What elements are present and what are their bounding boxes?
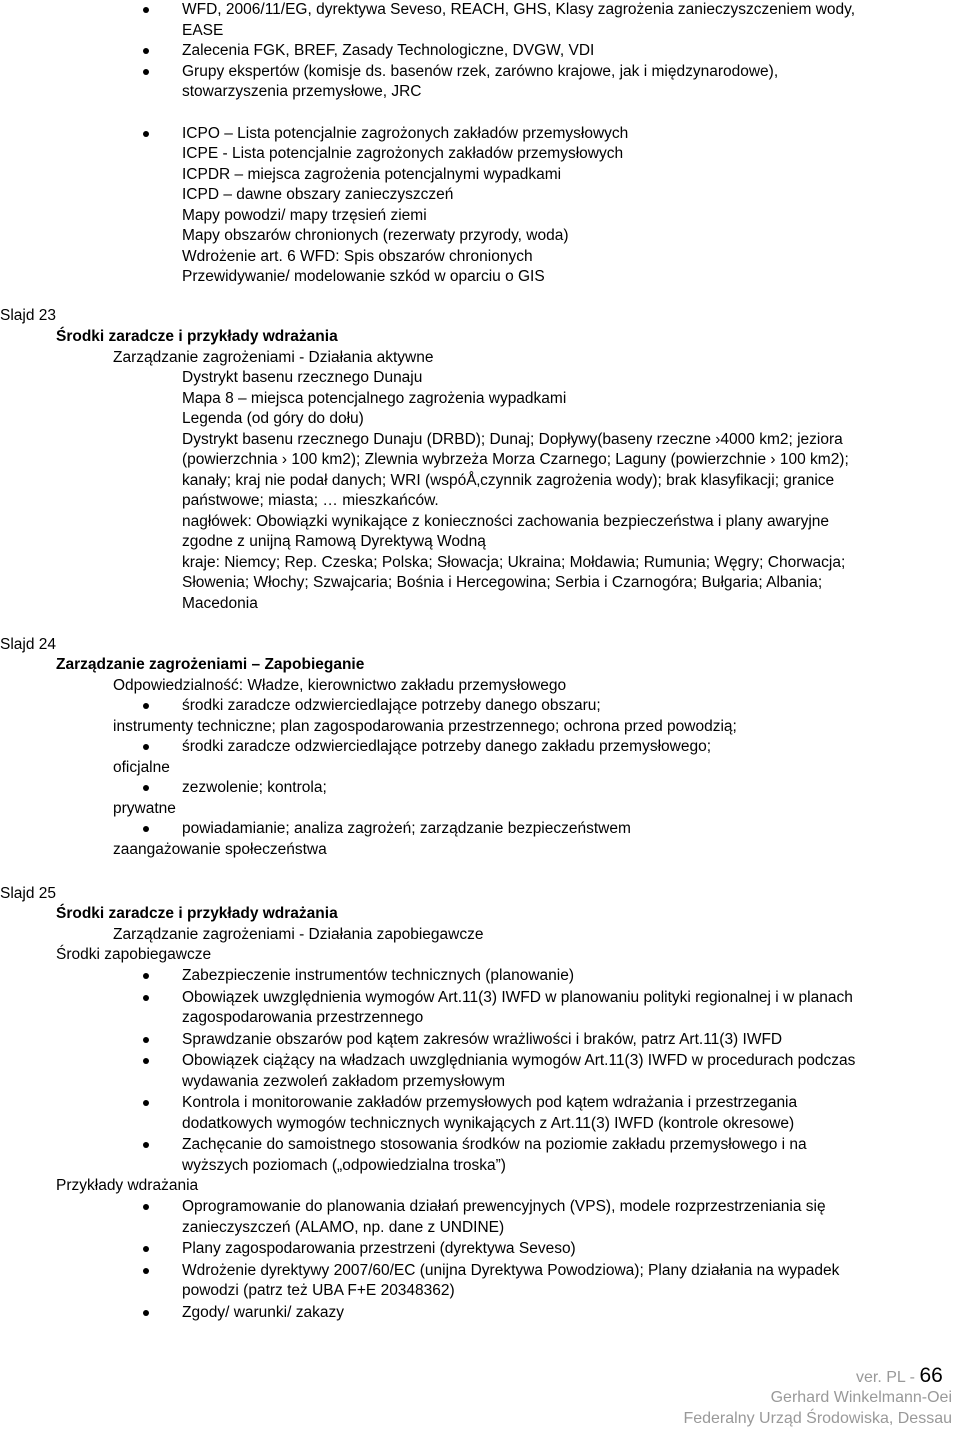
slide24-plain-text: instrumenty techniczne; plan zagospodarowania przestrzennego; ochrona przed powodzią; — [113, 717, 737, 735]
slide-label: Slajd 23 — [0, 307, 57, 324]
bullet-dot — [143, 1100, 149, 1106]
top-bullet-line: ICPD – dawne obszary zanieczyszczeń — [182, 186, 454, 203]
top-bullet-line: Mapy obszarów chronionych (rezerwaty przyrody, woda) — [182, 227, 569, 244]
slide23-text-line: kanały; kraj nie podał danych; WRI (wspóÅ‚czynnik zagrożenia wody); brak klasyfikacji; granice — [182, 471, 835, 489]
slide24-bullet-text: powiadamianie; analiza zagrożeń; zarządzanie bezpieczeństwem — [182, 820, 631, 837]
slide25-bullet-line: dodatkowych wymogów technicznych wynikających z Art.11(3) IWFD (kontrole okresowe) — [182, 1114, 795, 1132]
slide25-bullet-line: wydawania zezwoleń zakładom przemysłowym — [182, 1072, 506, 1090]
slide25-example-line: powodzi (patrz też UBA F+E 20348362) — [182, 1282, 455, 1299]
bullet-dot — [143, 995, 149, 1001]
slide-subtitle: Zarządzanie zagrożeniami - Działania aktywne — [113, 349, 434, 366]
top-bullet-line: Przewidywanie/ modelowanie szkód w oparciu o GIS — [182, 268, 545, 285]
footer-author: Gerhard Winkelmann-Oei — [770, 1389, 952, 1406]
slide25-bullet-line: Kontrola i monitorowanie zakładów przemysłowych pod kątem wdrażania i przestrzegania — [182, 1094, 798, 1111]
bullet-dot — [143, 1246, 149, 1252]
slide25-bullet-line: Zabezpieczenie instrumentów technicznych (planowanie) — [182, 967, 575, 984]
slide-label: Slajd 25 — [0, 885, 57, 902]
bullet-dot — [143, 973, 149, 979]
bullet-dot — [143, 69, 149, 75]
bullet-dot — [143, 744, 149, 750]
bullet-dot — [143, 826, 149, 832]
slide25-bullet-line: Zachęcanie do samoistnego stosowania środków na poziomie zakładu przemysłowego i na — [182, 1136, 807, 1153]
slide25-example-line: Oprogramowanie do planowania działań prewencyjnych (VPS), modele rozprzestrzeniania się — [182, 1198, 826, 1215]
slide-title: Zarządzanie zagrożeniami – Zapobieganie — [56, 656, 365, 673]
footer-agency: Federalny Urząd Środowiska, Dessau — [683, 1410, 952, 1427]
slide25-example-line: Wdrożenie dyrektywy 2007/60/EC (unijna Dyrektywa Powodziowa); Plany działania na wypadek — [182, 1261, 840, 1279]
bullet-dot — [143, 131, 149, 137]
slide-subtitle: Odpowiedzialność: Władze, kierownictwo zakładu przemysłowego — [113, 677, 567, 694]
slide25-example-line: zanieczyszczeń (ALAMO, np. dane z UNDINE) — [182, 1218, 505, 1236]
bullet-dot — [143, 1037, 149, 1043]
slide25-example-line: Zgody/ warunki/ zakazy — [182, 1303, 344, 1321]
slide-title: Środki zaradcze i przykłady wdrażania — [56, 328, 338, 345]
slide23-text-line: Macedonia — [182, 594, 258, 612]
slide25-bullet-line: Obowiązek uwzględnienia wymogów Art.11(3) IWFD w planowaniu polityki regionalnej i w planach — [182, 988, 853, 1006]
slide-title: Środki zaradcze i przykłady wdrażania — [56, 905, 338, 922]
slide24-bullet-text: środki zaradcze odzwierciedlające potrzeby danego zakładu przemysłowego; — [182, 738, 712, 755]
top-bullet-line: Wdrożenie art. 6 WFD: Spis obszarów chronionych — [182, 247, 533, 265]
top-bullet-line: stowarzyszenia przemysłowe, JRC — [182, 83, 422, 100]
top-bullet-line: Mapy powodzi/ mapy trzęsień ziemi — [182, 206, 427, 224]
slide23-text-line: zgodne z unijną Ramową Dyrektywą Wodną — [182, 533, 486, 550]
slide25-example-line: Plany zagospodarowania przestrzeni (dyrektywa Seveso) — [182, 1240, 576, 1257]
bullet-dot — [143, 1142, 149, 1148]
bullet-dot — [143, 785, 149, 791]
slide-label: Slajd 24 — [0, 636, 57, 653]
slide23-text-line: Słowenia; Włochy; Szwajcaria; Bośnia i Hercegowina; Serbia i Czarnogóra; Bułgaria; Albania; — [182, 574, 823, 591]
slide24-bullet-text: zezwolenie; kontrola; — [182, 779, 327, 796]
slide23-text-line: Dystrykt basenu rzecznego Dunaju — [182, 369, 423, 386]
top-bullet-line: EASE — [182, 21, 224, 39]
bullet-dot — [143, 1310, 149, 1316]
slide23-text-line: (powierzchnia › 100 km2); Zlewnia wybrzeża Morza Czarnego; Laguny (powierzchnie › 100 km2); — [182, 451, 849, 468]
top-bullet-line: Zalecenia FGK, BREF, Zasady Technologiczne, DVGW, VDI — [182, 42, 595, 59]
slide25-bullet-line: Sprawdzanie obszarów pod kątem zakresów wrażliwości i braków, patrz Art.11(3) IWFD — [182, 1030, 783, 1048]
bullet-dot — [143, 703, 149, 709]
section-heading: Przykłady wdrażania — [56, 1177, 199, 1194]
section-heading: Środki zapobiegawcze — [56, 946, 212, 963]
bullet-dot — [143, 1268, 149, 1274]
slide23-text-line: kraje: Niemcy; Rep. Czeska; Polska; Słowacja; Ukraina; Mołdawia; Rumunia; Węgry; Chorwacja; — [182, 553, 846, 571]
slide25-bullet-line: Obowiązek ciążący na władzach uwzględniania wymogów Art.11(3) IWFD w procedurach podczas — [182, 1052, 856, 1069]
top-bullet-line: WFD, 2006/11/EG, dyrektywa Seveso, REACH, GHS, Klasy zagrożenia zanieczyszczeniem wody, — [182, 1, 856, 18]
slide24-plain-text: oficjalne — [113, 758, 170, 776]
version-label: ver. PL - — [856, 1369, 915, 1386]
bullet-dot — [143, 1058, 149, 1064]
footer-version — [856, 1364, 943, 1388]
slide23-text-line: Dystrykt basenu rzecznego Dunaju (DRBD); Dunaj; Dopływy(baseny rzeczne ›4000 km2; jeziora — [182, 430, 843, 448]
slide23-text-line: państwowe; miasta; … mieszkańców. — [182, 492, 439, 509]
top-bullet-line: ICPO – Lista potencjalnie zagrożonych zakładów przemysłowych — [182, 124, 629, 142]
slide25-bullet-line: wyższych poziomach („odpowiedzialna troska”) — [182, 1156, 506, 1174]
bullet-dot — [143, 1204, 149, 1210]
bullet-dot — [143, 48, 149, 54]
slide24-plain-text: zaangażowanie społeczeństwa — [113, 840, 327, 858]
slide25-bullet-line: zagospodarowania przestrzennego — [182, 1009, 424, 1026]
slide23-text-line: Mapa 8 – miejsca potencjalnego zagrożenia wypadkami — [182, 389, 567, 407]
slide24-bullet-text: środki zaradcze odzwierciedlające potrzeby danego obszaru; — [182, 697, 601, 714]
top-bullet-line: ICPDR – miejsca zagrożenia potencjalnymi wypadkami — [182, 165, 562, 183]
slide24-plain-text: prywatne — [113, 799, 176, 817]
slide23-text-line: nagłówek: Obowiązki wynikające z konieczności zachowania bezpieczeństwa i plany awaryjne — [182, 512, 830, 530]
slide23-text-line: Legenda (od góry do dołu) — [182, 410, 364, 427]
slide-subtitle: Zarządzanie zagrożeniami - Działania zapobiegawcze — [113, 926, 484, 943]
top-bullet-line: Grupy ekspertów (komisje ds. basenów rzek, zarówno krajowe, jak i międzynarodowe), — [182, 62, 779, 80]
top-bullet-line: ICPE - Lista potencjalnie zagrożonych zakładów przemysłowych — [182, 145, 624, 162]
page-number: 66 — [919, 1364, 943, 1387]
bullet-dot — [143, 7, 149, 13]
